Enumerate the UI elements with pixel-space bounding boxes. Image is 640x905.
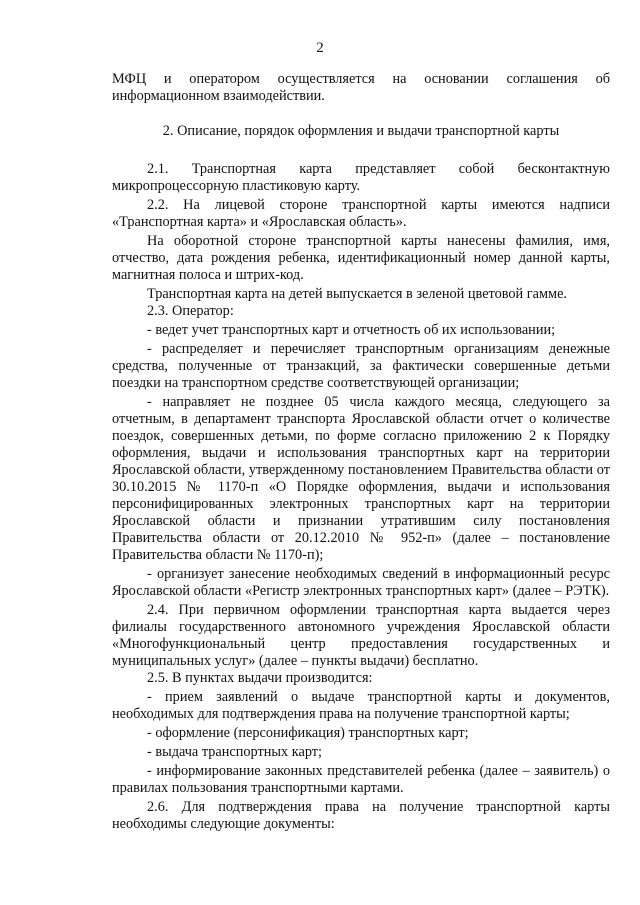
list-item-registry: - организует занесение необходимых сведений в информационный ресурс Ярославской области «Регистр электронных транспортных карт» (далее – РЭТК).	[112, 566, 610, 599]
paragraph-2-1: 2.1. Транспортная карта представляет собой бесконтактную микропроцессорную пластиковую карту.	[112, 161, 610, 194]
paragraph-card-back: На оборотной стороне транспортной карты нанесены фамилия, имя, отчество, дата рождения ребенка, идентификационный номер данной карты, магнитная полоса и штрих-код.	[112, 233, 610, 283]
list-item-applications: - прием заявлений о выдаче транспортной карты и документов, необходимых для подтверждения права на получение транспортной карты;	[112, 689, 610, 722]
list-item-informing: - информирование законных представителей ребенка (далее – заявитель) о правилах пользования транспортными картами.	[112, 763, 610, 796]
page-number: 2	[316, 40, 324, 56]
list-item-personalization: - оформление (персонификация) транспортных карт;	[147, 725, 469, 741]
list-item-report: - направляет не позднее 05 числа каждого месяца, следующего за отчетным, в департамент транспорта Ярославской области отчет о количестве поездок, совершенных детьми, по форме согласно приложению 2 к Порядку оформления, выдачи и использования транспортных карт на территории Ярославской области, утвержденному постановлением Правительства области от 30.10.2015 № 1170-п «О Порядке оформления, выдачи и использования персонифицированных электронных транспортных карт на территории Ярославской области и признании утратившим силу постановления Правительства области от 20.12.2010 № 952-п» (далее – постановление Правительства области № 1170-п);	[112, 394, 610, 563]
paragraph-card-color: Транспортная карта на детей выпускается в зеленой цветовой гамме.	[147, 286, 568, 302]
paragraph-2-6: 2.6. Для подтверждения права на получение транспортной карты необходимы следующие документы:	[112, 799, 610, 832]
list-item-issuance: - выдача транспортных карт;	[147, 744, 323, 760]
list-item-distribution: - распределяет и перечисляет транспортным организациям денежные средства, полученные от транзакций, за фактически совершенные детьми поездки на транспортном средстве соответствующей организации;	[112, 341, 610, 391]
paragraph-continuation: МФЦ и оператором осуществляется на основании соглашения об информационном взаимодействии.	[112, 71, 610, 104]
paragraph-2-5: 2.5. В пунктах выдачи производится:	[147, 670, 373, 686]
document-body	[112, 71, 610, 833]
paragraph-2-3: 2.3. Оператор:	[147, 303, 234, 319]
paragraph-2-2: 2.2. На лицевой стороне транспортной карты имеются надписи «Транспортная карта» и «Ярославская область».	[112, 197, 610, 230]
list-item-accounting: - ведет учет транспортных карт и отчетность об их использовании;	[147, 322, 556, 338]
paragraph-2-4: 2.4. При первичном оформлении транспортная карта выдается через филиалы государственного автономного учреждения Ярославской области «Многофункциональный центр предоставления государственных и муниципальных услуг» (далее – пункты выдачи) бесплатно.	[112, 602, 610, 669]
section-heading: 2. Описание, порядок оформления и выдачи транспортной карты	[162, 123, 560, 139]
